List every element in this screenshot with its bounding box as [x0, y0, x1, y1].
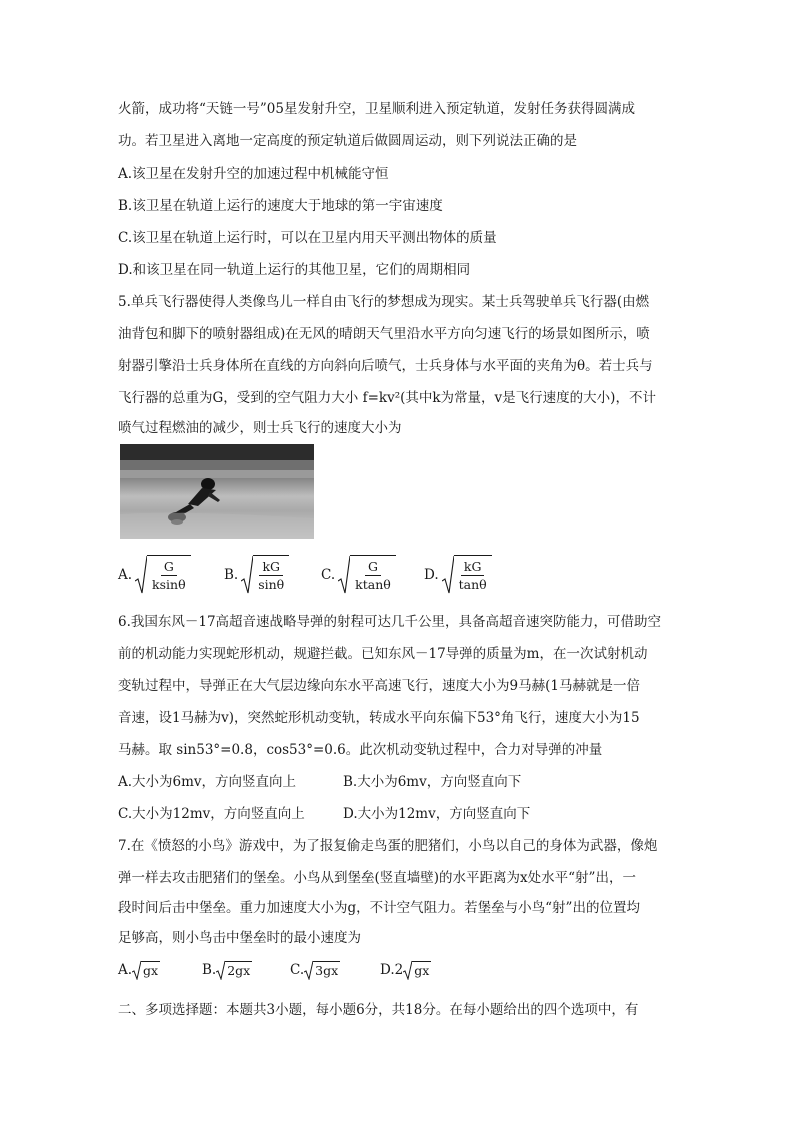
q6-option-c: C.大小为12mv，方向竖直向上 [118, 806, 305, 822]
q5-option-a: A. $\frac{G}{ksin\theta}$ [118, 553, 191, 597]
radical-icon: gx [403, 960, 431, 980]
q4-line-1: 火箭，成功将“天链一号”05星发射升空，卫星顺利进入预定轨道，发射任务获得圆满成 [118, 101, 635, 117]
q4-option-d: D.和该卫星在同一轨道上运行的其他卫星，它们的周期相同 [118, 262, 471, 278]
q6-option-b: B.大小为6mv，方向竖直向下 [343, 774, 522, 790]
q5-option-b: B. $\frac{kG}{\sin\theta}$ [224, 553, 289, 597]
radical-icon: $\frac{G}{ksin\theta}$ [135, 555, 191, 595]
jetpack-soldier-photo [120, 444, 314, 539]
q5-options [118, 553, 678, 597]
radical-icon: 3gx [304, 960, 340, 980]
q7-line-2: 弹一样去攻击肥猪们的堡垒。小鸟从到堡垒(竖直墙壁)的水平距离为x处水平“射”出，一 [118, 870, 636, 886]
radical-icon: gx [132, 960, 160, 980]
q5-option-c: C. $\frac{G}{ktan\theta}$ [321, 553, 396, 597]
q7-options [118, 958, 538, 982]
q5-line-5: 喷气过程燃油的减少，则士兵飞行的速度大小为 [118, 420, 402, 436]
q7-line-1: 7.在《愤怒的小鸟》游戏中，为了报复偷走鸟蛋的肥猪们，小鸟以自己的身体为武器，像炮 [118, 838, 658, 854]
q6-option-d: D.大小为12mv，方向竖直向下 [343, 806, 531, 822]
q7-option-b: B. 2gx [202, 962, 251, 978]
q5-line-4: 飞行器的总重为G，受到的空气阻力大小 f=kv²(其中k为常量，v是飞行速度的大小)，不计 [118, 390, 656, 406]
radical-icon: $\frac{kG}{\sin\theta}$ [241, 555, 289, 595]
q6-line-3: 变轨过程中，导弹正在大气层边缘向东水平高速飞行，速度大小为9马赫(1马赫就是一倍 [118, 678, 640, 694]
q7-line-4: 足够高，则小鸟击中堡垒时的最小速度为 [118, 930, 361, 946]
q4-option-a: A.该卫星在发射升空的加速过程中机械能守恒 [118, 166, 389, 182]
q4-option-b: B.该卫星在轨道上运行的速度大于地球的第一宇宙速度 [118, 198, 443, 214]
q6-line-4: 音速，设1马赫为v)，突然蛇形机动变轨，转成水平向东偏下53°角飞行，速度大小为15 [118, 710, 640, 726]
q7-line-3: 段时间后击中堡垒。重力加速度大小为g，不计空气阻力。若堡垒与小鸟“射”出的位置均 [118, 900, 640, 916]
q6-line-2: 前的机动能力实现蛇形机动，规避拦截。已知东风－17导弹的质量为m，在一次试射机动 [118, 646, 648, 662]
q4-line-2: 功。若卫星进入离地一定高度的预定轨道后做圆周运动，则下列说法正确的是 [118, 133, 577, 149]
q7-option-d: D. 2 gx [380, 962, 430, 978]
q5-line-3: 射器引擎沿士兵身体所在直线的方向斜向后喷气，士兵身体与水平面的夹角为θ。若士兵与 [118, 358, 653, 374]
radical-icon: $\frac{G}{ktan\theta}$ [338, 555, 396, 595]
q5-option-d: D. $\frac{kG}{\tan\theta}$ [424, 553, 492, 597]
q7-option-a: A. gx [118, 962, 159, 978]
section-2-header: 二、多项选择题：本题共3小题，每小题6分，共18分。在每小题给出的四个选项中，有 [118, 1002, 639, 1018]
q5-line-1: 5.单兵飞行器使得人类像鸟儿一样自由飞行的梦想成为现实。某士兵驾驶单兵飞行器(由燃 [118, 294, 650, 310]
q6-option-a: A.大小为6mv，方向竖直向上 [118, 774, 297, 790]
radical-icon: 2gx [216, 960, 252, 980]
q6-line-5: 马赫。取 sin53°=0.8，cos53°=0.6。此次机动变轨过程中，合力对导弹的冲量 [118, 742, 603, 758]
radical-icon: $\frac{kG}{\tan\theta}$ [442, 555, 492, 595]
q5-line-2: 油背包和脚下的喷射器组成)在无风的晴朗天气里沿水平方向匀速飞行的场景如图所示，喷 [118, 326, 650, 342]
q7-option-c: C. 3gx [290, 962, 339, 978]
q6-line-1: 6.我国东风－17高超音速战略导弹的射程可达几千公里，具备高超音速突防能力，可借助空 [118, 614, 662, 630]
q4-option-c: C.该卫星在轨道上运行时，可以在卫星内用天平测出物体的质量 [118, 230, 497, 246]
